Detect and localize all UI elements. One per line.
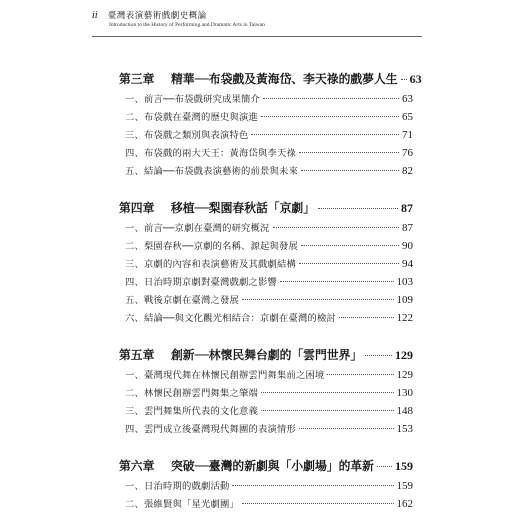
section-page: 153 — [396, 423, 413, 435]
section-page: 130 — [396, 387, 413, 399]
chapter-block — [119, 70, 422, 181]
section-page: 90 — [402, 240, 413, 252]
leader-dots — [261, 392, 394, 393]
chapter-title: 精華──布袋戲及黃海岱、李天祿的戲夢人生 — [171, 72, 398, 86]
leader-dots — [327, 374, 393, 375]
table-of-contents — [119, 70, 422, 532]
chapter-number: 第三章 — [119, 72, 155, 86]
section-title: 三、雲門舞集所代表的文化意義 — [125, 406, 258, 417]
leader-dots — [232, 485, 393, 486]
section-title: 四、日治時期京劇對臺灣戲劇之影響 — [125, 277, 277, 288]
section-entry[interactable] — [119, 91, 413, 109]
leader-dots — [401, 79, 407, 80]
section-page: 148 — [396, 405, 413, 417]
section-entry[interactable] — [119, 421, 413, 439]
chapter-title: 創新──林懷民舞台劇的「雲門世界」 — [171, 348, 363, 362]
section-title: 五、結論──布袋戲表演藝術的前景與未來 — [125, 166, 299, 177]
chapter-number: 第六章 — [119, 459, 155, 473]
section-entry[interactable] — [119, 163, 413, 181]
chapter-title: 突破──臺灣的新劇與「小劇場」的革新 — [171, 459, 374, 473]
chapter-page: 129 — [395, 348, 413, 362]
section-entry[interactable] — [119, 367, 413, 385]
section-page: 63 — [402, 93, 413, 105]
section-page: 159 — [396, 480, 413, 492]
section-title: 三、布袋戲之類別與表演特色 — [125, 130, 249, 141]
chapter-block — [119, 457, 413, 514]
leader-dots — [299, 152, 399, 153]
section-entry[interactable] — [119, 292, 413, 310]
chapter-entry[interactable] — [119, 346, 413, 367]
section-page: 71 — [402, 129, 413, 141]
leader-dots — [301, 245, 399, 246]
section-title: 二、張維賢與「星光劇團」 — [125, 499, 239, 510]
leader-dots — [242, 503, 394, 504]
leader-dots — [299, 263, 399, 264]
section-entry[interactable] — [119, 220, 413, 238]
section-title: 五、戰後京劇在臺灣之發展 — [125, 295, 239, 306]
section-page: 94 — [402, 258, 413, 270]
chapter-page: 159 — [395, 459, 413, 473]
leader-dots — [318, 208, 398, 209]
section-entry[interactable] — [119, 403, 413, 421]
leader-dots — [263, 98, 399, 99]
page-number: ii — [92, 11, 98, 21]
section-title: 六、結論──與文化觀光相結合：京劇在臺灣的檢討 — [125, 313, 337, 324]
chapter-page: 63 — [409, 72, 422, 86]
book-title: 臺灣表演藝術戲劇史概論 — [107, 11, 207, 21]
section-entry[interactable] — [119, 145, 413, 163]
section-entry[interactable] — [119, 127, 413, 145]
section-title: 四、布袋戲的兩大天王：黃海岱與李天祿 — [125, 148, 296, 159]
leader-dots — [251, 134, 399, 135]
leader-dots — [301, 170, 399, 171]
section-title: 三、京劇的內容和表演藝術及其戲劇結構 — [125, 259, 296, 270]
chapter-number: 第五章 — [119, 348, 155, 362]
section-entry[interactable] — [119, 478, 413, 496]
book-subtitle: Introduction to the History of Performing and Dramatic Arts in Taiwan — [109, 22, 265, 28]
section-page: 162 — [396, 498, 413, 510]
section-title: 一、臺灣現代舞在林懷民創辦雲門舞集前之困境 — [125, 370, 325, 381]
section-entry[interactable] — [119, 496, 413, 514]
section-entry[interactable] — [119, 256, 413, 274]
section-page: 87 — [402, 222, 413, 234]
leader-dots — [280, 281, 394, 282]
section-title: 一、前言──布袋戲研究成果簡介 — [125, 94, 261, 105]
chapter-page: 87 — [401, 201, 413, 215]
header-rule — [92, 36, 422, 37]
section-page: 82 — [402, 165, 413, 177]
section-page: 122 — [396, 312, 413, 324]
chapter-number: 第四章 — [119, 201, 155, 215]
chapter-entry[interactable] — [119, 199, 413, 220]
section-title: 二、梨園春秋──京劇的名稱、源起與發展 — [125, 241, 299, 252]
leader-dots — [365, 355, 392, 356]
chapter-entry[interactable] — [119, 457, 413, 478]
section-entry[interactable] — [119, 274, 413, 292]
leader-dots — [339, 317, 393, 318]
section-title: 二、布袋戲在臺灣的歷史與演進 — [125, 112, 258, 123]
section-page: 129 — [396, 369, 413, 381]
chapter-entry[interactable] — [119, 70, 422, 91]
section-entry[interactable] — [119, 310, 413, 328]
chapter-title: 移植──梨園春秋話「京劇」 — [171, 201, 315, 215]
leader-dots — [261, 410, 394, 411]
section-page: 76 — [402, 147, 413, 159]
section-title: 一、日治時期的戲劇活動 — [125, 481, 230, 492]
chapter-block — [119, 199, 413, 328]
leader-dots — [242, 299, 394, 300]
section-title: 二、林懷民創辦雲門舞集之肇端 — [125, 388, 258, 399]
section-page: 103 — [396, 276, 413, 288]
running-header — [92, 9, 432, 28]
leader-dots — [299, 428, 394, 429]
section-entry[interactable] — [119, 109, 413, 127]
section-title: 四、雲門成立後臺灣現代舞團的表演情形 — [125, 424, 296, 435]
leader-dots — [261, 116, 399, 117]
chapter-block — [119, 346, 413, 439]
section-entry[interactable] — [119, 385, 413, 403]
section-title: 一、前言──京劇在臺灣的研究概況 — [125, 223, 270, 234]
section-page: 109 — [396, 294, 413, 306]
section-page: 65 — [402, 111, 413, 123]
leader-dots — [273, 227, 399, 228]
section-entry[interactable] — [119, 238, 413, 256]
leader-dots — [377, 466, 392, 467]
